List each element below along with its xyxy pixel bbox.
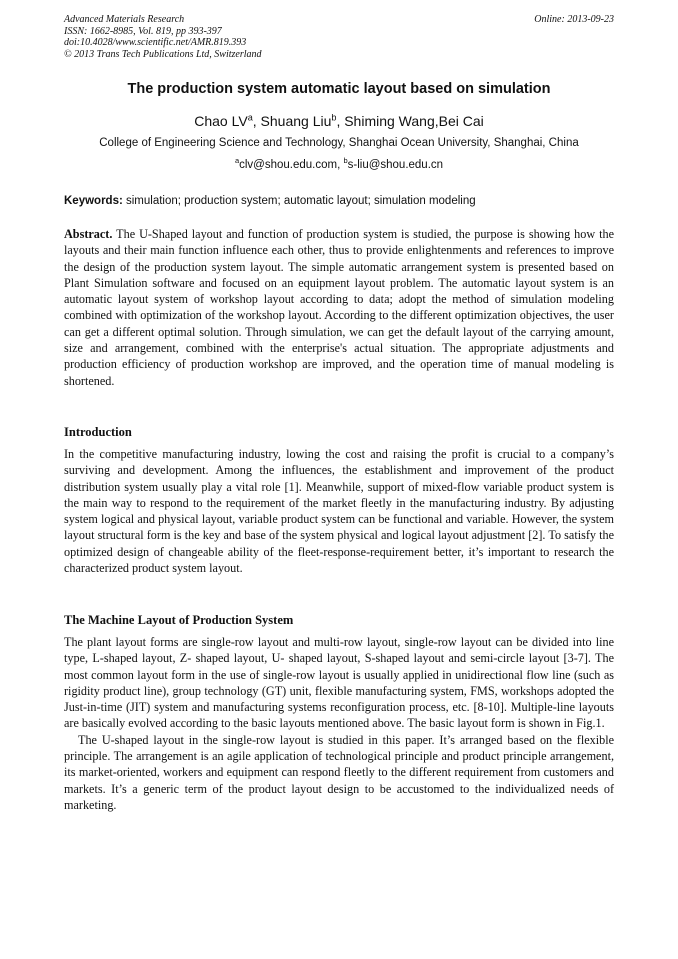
journal-copyright: © 2013 Trans Tech Publications Ltd, Switzerland [64,48,262,60]
journal-issn: ISSN: 1662-8985, Vol. 819, pp 393-397 [64,25,222,37]
online-date: Online: 2013-09-23 [534,14,614,25]
email-address: clv@shou.edu.com, [239,159,344,171]
abstract [64,226,614,389]
abstract-label: Abstract. [64,227,113,241]
author-emails [0,156,678,171]
keywords-text: simulation; production system; automatic layout; simulation modeling [122,195,476,207]
author-superscript: a [247,112,253,123]
section-heading-introduction: Introduction [64,425,132,439]
author-name: Shuang Liu [260,113,332,129]
section-heading-machine-layout: The Machine Layout of Production System [64,613,294,627]
email-superscript: b [343,156,348,166]
keywords [64,195,614,207]
author-names-rest: , Shiming Wang,Bei Cai [336,113,484,129]
email-superscript: a [234,156,240,166]
email-address: s-liu@shou.edu.cn [347,159,444,171]
author-name: Chao LV [194,113,248,129]
affiliation: College of Engineering Science and Technology, Shanghai Ocean University, Shanghai, China [99,137,579,149]
introduction-text [64,446,614,576]
paragraph: The U-shaped layout in the single-row layout is studied in this paper. It’s arranged based on the flexible principle. The arrangement is an agile application of technological principle and product principle arrangement, its market-oriented, workers and equipment can respond fleetly to the different requirement from customers and markets. It’s a generic term of the product layout design to be accustomed to the individualized needs of marketing. [64,732,614,812]
journal-header [64,14,614,60]
journal-doi: doi:10.4028/www.scientific.net/AMR.819.393 [64,37,247,48]
machine-layout-text [64,634,614,813]
author-superscript: b [331,112,337,123]
keywords-label: Keywords: [64,195,123,207]
author-separator: , [252,113,261,129]
paragraph: In the competitive manufacturing industry, lowing the cost and raising the profit is crucial to a company’s surviving and development. Among the influences, the establishment and improvement of the product distribution system usually play a vital role [1]. Meanwhile, support of mixed-flow variable product system is the main way to respond to the requirement of the market fleetly in the manufacturing industry. By adjusting system logical and physical layout, variable product system can be functional and variable. However, the system layout structural form is the key and base of the system physical and logical layout adjustment [2]. To satisfy the optimized design of changeable ability of the fleet-response-requirement better, it’s important to research the characterized product system layout. [64,447,614,576]
journal-name: Advanced Materials Research [64,14,185,25]
paragraph: The plant layout forms are single-row layout and multi-row layout, single-row layout can be divided into line type, L-shaped layout, Z- shaped layout, U- shaped layout, S-shaped layout and semi-circle layout [3-7]. The most common layout form in the use of single-row layout is usually applied in unidirectional flow line (such as rigidity product line), group technology (GT) unit, flexible manufacturing system, FMS, workshops adopted the Just-in-time (JIT) system and manufacturing systems reconfiguration process, etc. [8-10]. Multiple-line layouts are basically evolved according to the basic layouts mentioned above. The basic layout form is shown in Fig.1. [64,635,614,731]
abstract-text: The U-Shaped layout and function of production system is studied, the purpose is showing how the layouts and their main function influence each other, thus to provide enlightenments and references to improve the design of the production system layout. The simple automatic arrangement system is presented based on Plant Simulation software and focused on an equipment layout problem. The automatic layout system is an automatic layout system of workshop layout according to data; adopt the method of simulation modeling combined with optimization of the workshop layout. According to the different optimization objectives, the user can get a different optimal solution. Through simulation, we can get the default layout of the carrying amount, size and arrangement, combined with the enterprise's actual situation. The appropriate adjustments and production efficiency of production workshop are improved, and the operation time of manual modeling is shortened. [64,227,614,388]
author-list [0,113,678,129]
paper-title: The production system automatic layout based on simulation [127,81,551,97]
